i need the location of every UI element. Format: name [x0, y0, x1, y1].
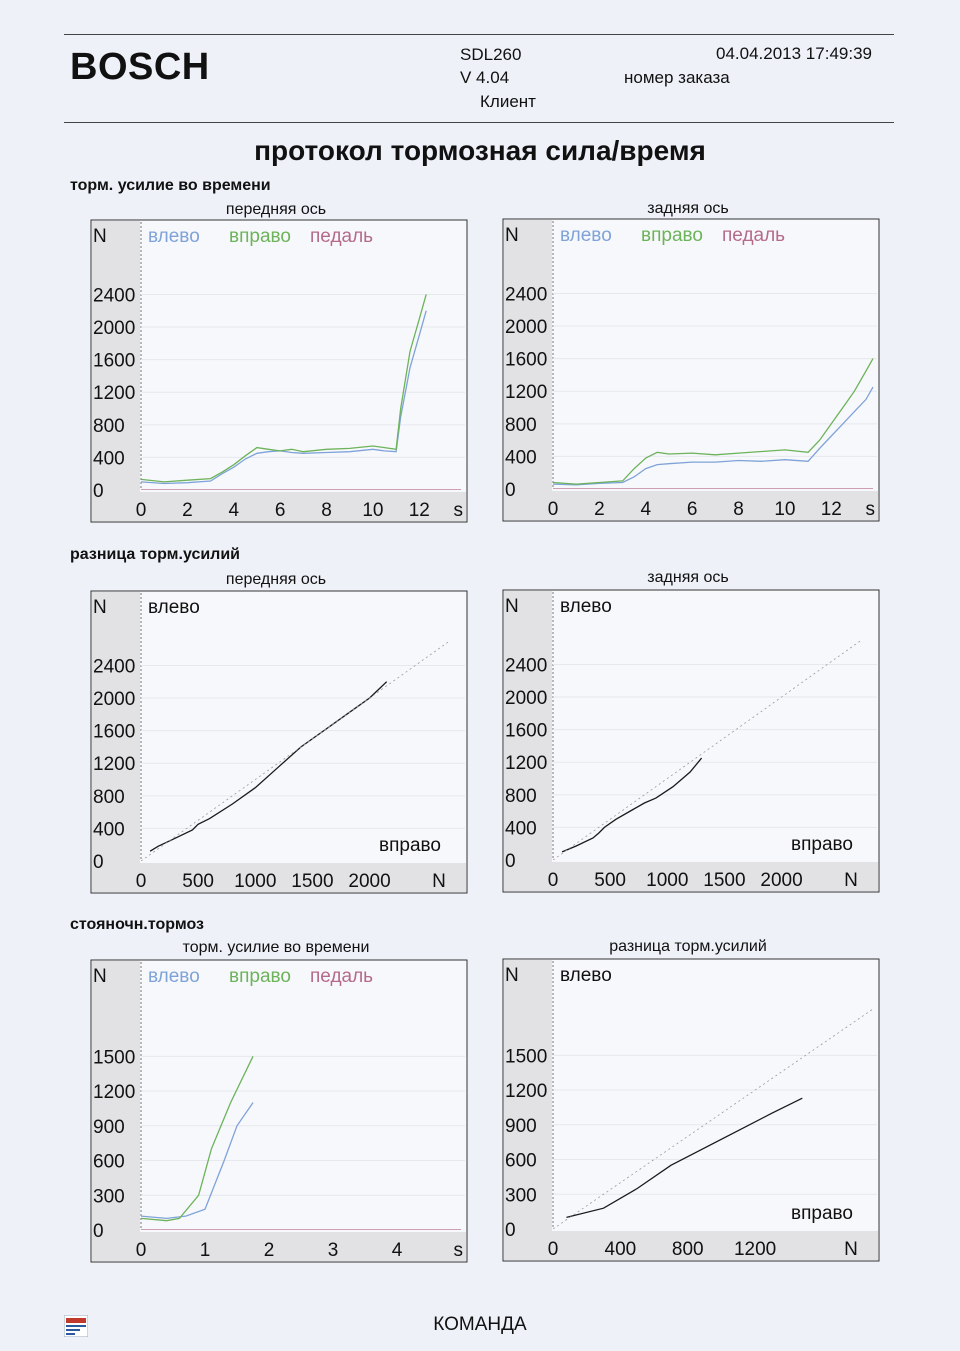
y-unit-label: N	[93, 597, 107, 618]
x-tick-label: 12	[820, 499, 842, 520]
y-tick-label: 1200	[93, 1082, 136, 1104]
y-tick-label: 1200	[505, 382, 548, 404]
y-tick-label: 1200	[505, 753, 548, 775]
y-tick-label: 1500	[505, 1046, 548, 1068]
x-tick-label: 2000	[760, 870, 803, 891]
x-tick-label: 6	[686, 499, 698, 520]
y-series-label: влево	[560, 965, 612, 986]
x-tick-label: 4	[640, 499, 652, 520]
legend-left: влево	[148, 226, 200, 247]
y-axis-band	[504, 960, 552, 1260]
y-tick-label: 600	[93, 1151, 125, 1173]
legend-pedal: педаль	[310, 966, 374, 987]
x-tick-label: 10	[774, 499, 796, 520]
x-axis-band	[92, 1232, 466, 1261]
y-tick-label: 1200	[93, 383, 136, 405]
y-unit-label: N	[505, 596, 519, 617]
x-tick-label: 8	[321, 500, 332, 521]
y-tick-label: 400	[93, 448, 125, 470]
y-tick-label: 1600	[93, 721, 136, 743]
y-tick-label: 1600	[93, 350, 136, 372]
x-axis-band	[92, 863, 466, 892]
x-tick-label: 1200	[733, 1239, 777, 1260]
y-tick-label: 2400	[93, 285, 136, 307]
x-series-label: вправо	[379, 835, 441, 856]
x-tick-label: 2	[182, 500, 193, 521]
chart-frame	[503, 219, 879, 521]
top-rule	[64, 34, 894, 35]
legend-left: влево	[148, 966, 200, 987]
x-unit-label: s	[453, 500, 463, 521]
y-tick-label: 300	[505, 1185, 537, 1207]
y-tick-label: 0	[93, 852, 104, 873]
y-axis-band	[92, 961, 140, 1261]
chart-rear-axle-difference	[503, 590, 879, 892]
x-tick-label: 0	[135, 1240, 147, 1261]
section-service-brake: торм. усилие во времени	[70, 177, 271, 194]
command-button[interactable]: КОМАНДА	[433, 1314, 527, 1335]
x-tick-label: 0	[547, 870, 559, 891]
x-unit-label: s	[865, 499, 875, 520]
chart-caption-rear-diff: задняя ось	[647, 569, 729, 586]
chart-caption-park-diff: разница торм.усилий	[609, 938, 767, 955]
x-tick-label: 400	[604, 1239, 637, 1260]
y-tick-label: 0	[505, 1220, 516, 1241]
x-tick-label: 500	[182, 871, 214, 892]
client-label: Клиент	[480, 92, 536, 111]
y-unit-label: N	[93, 226, 107, 247]
x-tick-label: 1500	[703, 870, 746, 891]
section-difference: разница торм.усилий	[70, 546, 241, 563]
legend-right: вправо	[641, 225, 703, 246]
x-tick-label: 500	[594, 870, 626, 891]
x-tick-label: 2	[263, 1240, 275, 1261]
y-tick-label: 800	[93, 786, 125, 808]
y-tick-label: 0	[505, 480, 516, 501]
x-tick-label: 1000	[234, 871, 277, 892]
y-unit-label: N	[505, 965, 519, 986]
y-tick-label: 1600	[505, 720, 548, 742]
x-tick-label: 4	[391, 1240, 403, 1261]
bosch-logo-text: BOSCH	[70, 46, 210, 88]
section-parking-brake: стояночн.тормоз	[70, 916, 204, 933]
chart-front-axle-time	[91, 220, 467, 522]
x-unit-label: N	[432, 871, 446, 892]
x-tick-label: 0	[547, 1239, 559, 1260]
x-unit-label: N	[844, 1239, 858, 1260]
y-tick-label: 2000	[93, 318, 136, 340]
y-unit-label: N	[93, 966, 107, 987]
x-unit-label: N	[844, 870, 858, 891]
x-tick-label: 8	[733, 499, 744, 520]
y-tick-label: 2400	[505, 655, 548, 677]
legend-left: влево	[560, 225, 612, 246]
y-tick-label: 800	[505, 785, 537, 807]
legend-right: вправо	[229, 966, 291, 987]
y-unit-label: N	[505, 225, 519, 246]
y-tick-label: 400	[505, 818, 537, 840]
x-tick-label: 1000	[646, 870, 689, 891]
chart-caption-rear-time: задняя ось	[647, 200, 729, 217]
legend-pedal: педаль	[310, 226, 374, 247]
chart-caption-front-time: передняя ось	[225, 201, 327, 218]
x-tick-label: 1	[199, 1240, 211, 1261]
y-tick-label: 2400	[93, 656, 136, 678]
y-tick-label: 0	[93, 481, 104, 502]
legend-right: вправо	[229, 226, 291, 247]
y-tick-label: 600	[505, 1150, 537, 1172]
chart-frame	[91, 220, 467, 522]
x-tick-label: 2	[594, 499, 605, 520]
y-tick-label: 2000	[505, 688, 548, 710]
y-tick-label: 2000	[93, 689, 136, 711]
x-tick-label: 0	[135, 871, 147, 892]
y-tick-label: 800	[93, 415, 125, 437]
software-version: V 4.04	[460, 68, 510, 87]
y-tick-label: 300	[93, 1186, 125, 1208]
order-number-label: номер заказа	[624, 68, 730, 87]
x-series-label: вправо	[791, 834, 853, 855]
chart-rear-axle-time	[503, 219, 879, 521]
x-tick-label: 0	[547, 499, 559, 520]
x-tick-label: 10	[362, 500, 384, 521]
x-tick-label: 1500	[291, 871, 334, 892]
y-tick-label: 900	[505, 1115, 537, 1137]
y-tick-label: 2000	[505, 317, 548, 339]
chart-parking-brake-time	[91, 960, 467, 1262]
chart-caption-front-diff: передняя ось	[225, 571, 327, 588]
chart-parking-brake-difference	[503, 959, 879, 1261]
y-tick-label: 1600	[505, 349, 548, 371]
y-tick-label: 1200	[93, 754, 136, 776]
y-tick-label: 1500	[93, 1047, 136, 1069]
y-series-label: влево	[560, 596, 612, 617]
y-series-label: влево	[148, 597, 200, 618]
y-tick-label: 400	[505, 447, 537, 469]
x-unit-label: s	[453, 1240, 463, 1261]
y-tick-label: 0	[505, 851, 516, 872]
chart-front-axle-difference	[91, 591, 467, 893]
x-tick-label: 4	[228, 500, 240, 521]
page-title: протокол тормозная сила/время	[254, 135, 706, 166]
device-model: SDL260	[460, 45, 522, 64]
y-tick-label: 800	[505, 414, 537, 436]
x-tick-label: 3	[327, 1240, 339, 1261]
y-tick-label: 1200	[505, 1081, 548, 1103]
x-series-label: вправо	[791, 1203, 853, 1224]
x-tick-label: 2000	[348, 871, 391, 892]
legend-pedal: педаль	[722, 225, 786, 246]
x-tick-label: 12	[408, 500, 430, 521]
x-axis-band	[504, 862, 878, 891]
header-bottom-rule	[64, 122, 894, 123]
report-datetime: 04.04.2013 17:49:39	[716, 44, 872, 63]
x-tick-label: 6	[274, 500, 286, 521]
y-tick-label: 0	[93, 1221, 104, 1242]
y-tick-label: 900	[93, 1116, 125, 1138]
y-tick-label: 400	[93, 819, 125, 841]
chart-caption-park-time: торм. усилие во времени	[182, 939, 370, 956]
x-tick-label: 0	[135, 500, 147, 521]
x-tick-label: 800	[671, 1239, 704, 1260]
y-tick-label: 2400	[505, 284, 548, 306]
